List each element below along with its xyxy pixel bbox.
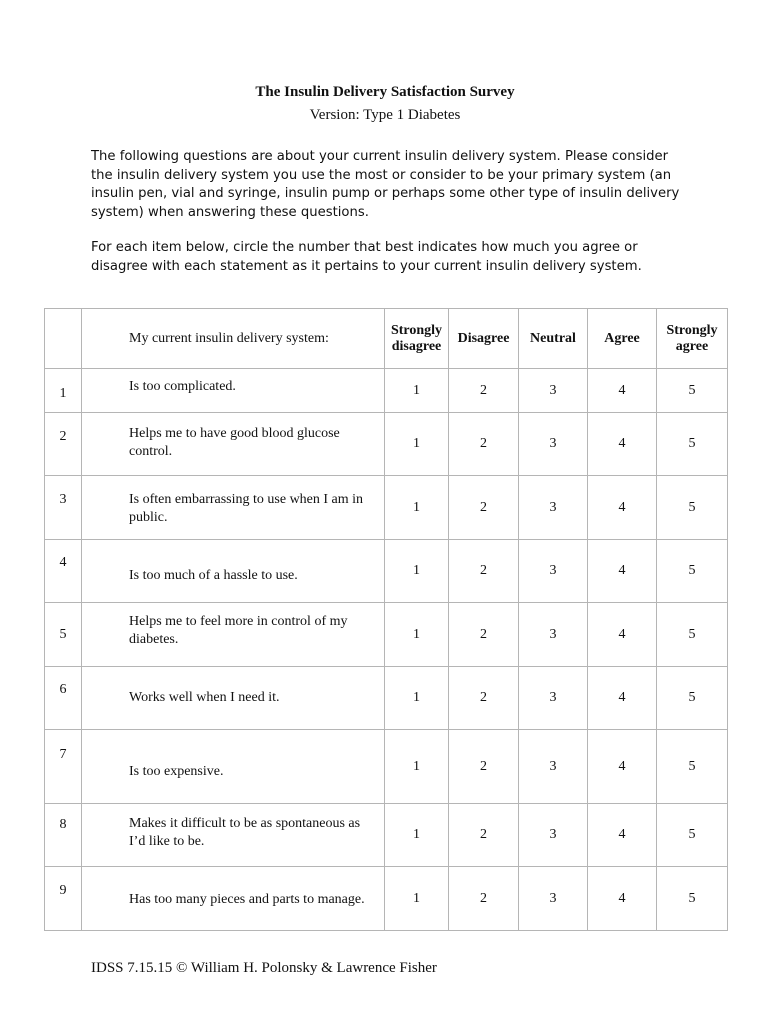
item-statement: Is often embarrassing to use when I am in public. (129, 491, 364, 525)
rating-option[interactable]: 4 (588, 369, 657, 413)
item-statement-cell (82, 667, 385, 730)
rating-option[interactable]: 5 (657, 667, 728, 730)
rating-option[interactable]: 2 (449, 804, 519, 867)
rating-option[interactable]: 3 (519, 804, 588, 867)
rating-option[interactable]: 5 (657, 804, 728, 867)
item-number: 5 (59, 626, 67, 642)
rating-option[interactable]: 1 (385, 369, 449, 413)
item-statement: Works well when I need it. (129, 690, 280, 705)
rating-option[interactable]: 5 (657, 730, 728, 804)
intro-paragraph-1: The following questions are about your current insulin delivery system. Please consider the insulin delivery system you use the most or consider to be your primary system (an insulin pen, vial and syringe, insulin pump or perhaps some other type of insulin delivery system) when answering these questions. (91, 149, 680, 220)
rating-option[interactable]: 2 (449, 413, 519, 476)
rating-option[interactable]: 1 (385, 540, 449, 603)
rating-option[interactable]: 5 (657, 540, 728, 603)
item-statement: Is too complicated. (129, 378, 236, 394)
rating-option[interactable]: 4 (588, 476, 657, 540)
item-number-cell (45, 867, 82, 931)
rating-option[interactable]: 2 (449, 730, 519, 804)
item-number-cell (45, 804, 82, 867)
item-number: 9 (59, 882, 67, 898)
rating-option[interactable]: 4 (588, 540, 657, 603)
table-row (45, 667, 728, 730)
rating-option[interactable]: 1 (385, 476, 449, 540)
rating-option[interactable]: 5 (657, 369, 728, 413)
item-statement-cell (82, 804, 385, 867)
scale-header-disagree: Disagree (449, 309, 519, 369)
rating-option[interactable]: 3 (519, 476, 588, 540)
rating-option[interactable]: 3 (519, 603, 588, 667)
rating-option[interactable]: 2 (449, 667, 519, 730)
item-number-cell (45, 603, 82, 667)
rating-option[interactable]: 4 (588, 867, 657, 931)
item-statement-cell (82, 867, 385, 931)
survey-table (44, 308, 728, 931)
survey-version: Version: Type 1 Diabetes (309, 107, 461, 123)
rating-option[interactable]: 3 (519, 413, 588, 476)
number-column-header (45, 309, 82, 369)
item-number: 8 (59, 817, 67, 832)
rating-option[interactable]: 2 (449, 603, 519, 667)
rating-option[interactable]: 2 (449, 867, 519, 931)
rating-option[interactable]: 1 (385, 667, 449, 730)
rating-option[interactable]: 3 (519, 540, 588, 603)
item-statement: Is too much of a hassle to use. (129, 568, 298, 583)
stem-header: My current insulin delivery system: (82, 309, 385, 369)
item-number-cell (45, 413, 82, 476)
item-number: 6 (59, 682, 67, 697)
survey-title: The Insulin Delivery Satisfaction Survey (255, 84, 515, 100)
item-statement: Has too many pieces and parts to manage. (129, 891, 365, 907)
rating-option[interactable]: 4 (588, 730, 657, 804)
scale-header-agree: Agree (588, 309, 657, 369)
rating-option[interactable]: 4 (588, 413, 657, 476)
table-row (45, 730, 728, 804)
table-row (45, 369, 728, 413)
item-number-cell (45, 476, 82, 540)
scale-header-neutral: Neutral (519, 309, 588, 369)
table-row (45, 476, 728, 540)
rating-option[interactable]: 1 (385, 867, 449, 931)
item-statement-cell (82, 476, 385, 540)
table-row (45, 867, 728, 931)
table-row (45, 540, 728, 603)
rating-option[interactable]: 4 (588, 667, 657, 730)
rating-option[interactable]: 1 (385, 804, 449, 867)
rating-option[interactable]: 5 (657, 867, 728, 931)
rating-option[interactable]: 2 (449, 369, 519, 413)
item-number: 4 (59, 555, 67, 570)
item-statement-cell (82, 413, 385, 476)
rating-option[interactable]: 5 (657, 476, 728, 540)
rating-option[interactable]: 2 (449, 540, 519, 603)
item-number-cell (45, 540, 82, 603)
rating-option[interactable]: 3 (519, 369, 588, 413)
scale-header-strongly-agree: Strongly agree (657, 309, 728, 369)
item-statement-cell (82, 369, 385, 413)
table-row (45, 413, 728, 476)
table-row (45, 804, 728, 867)
item-number-cell (45, 730, 82, 804)
item-statement: Helps me to have good blood glucose control. (129, 426, 340, 459)
rating-option[interactable]: 3 (519, 867, 588, 931)
item-statement-cell (82, 603, 385, 667)
item-number-cell (45, 369, 82, 413)
item-number: 2 (59, 429, 67, 444)
rating-option[interactable]: 3 (519, 667, 588, 730)
footer-copyright: IDSS 7.15.15 © William H. Polonsky & Lawrence Fisher (91, 960, 437, 976)
scale-header-strongly-disagree: Strongly disagree (385, 309, 449, 369)
table-row (45, 603, 728, 667)
rating-option[interactable]: 4 (588, 804, 657, 867)
item-number: 7 (59, 746, 67, 762)
item-number: 3 (59, 491, 67, 507)
rating-option[interactable]: 1 (385, 730, 449, 804)
item-statement: Is too expensive. (129, 763, 224, 779)
item-statement: Helps me to feel more in control of my diabetes. (129, 613, 348, 647)
item-statement-cell (82, 730, 385, 804)
survey-body (45, 369, 728, 931)
rating-option[interactable]: 3 (519, 730, 588, 804)
item-number-cell (45, 667, 82, 730)
rating-option[interactable]: 1 (385, 413, 449, 476)
item-number: 1 (59, 385, 67, 401)
intro-paragraph-2: For each item below, circle the number that best indicates how much you agree or disagree with each statement as it pertains to your current insulin delivery system. (91, 240, 642, 274)
rating-option[interactable]: 4 (588, 603, 657, 667)
rating-option[interactable]: 1 (385, 603, 449, 667)
rating-option[interactable]: 5 (657, 413, 728, 476)
item-statement: Makes it difficult to be as spontaneous as I’d like to be. (129, 816, 361, 849)
rating-option[interactable]: 5 (657, 603, 728, 667)
item-statement-cell (82, 540, 385, 603)
rating-option[interactable]: 2 (449, 476, 519, 540)
table-header-row (45, 309, 728, 369)
